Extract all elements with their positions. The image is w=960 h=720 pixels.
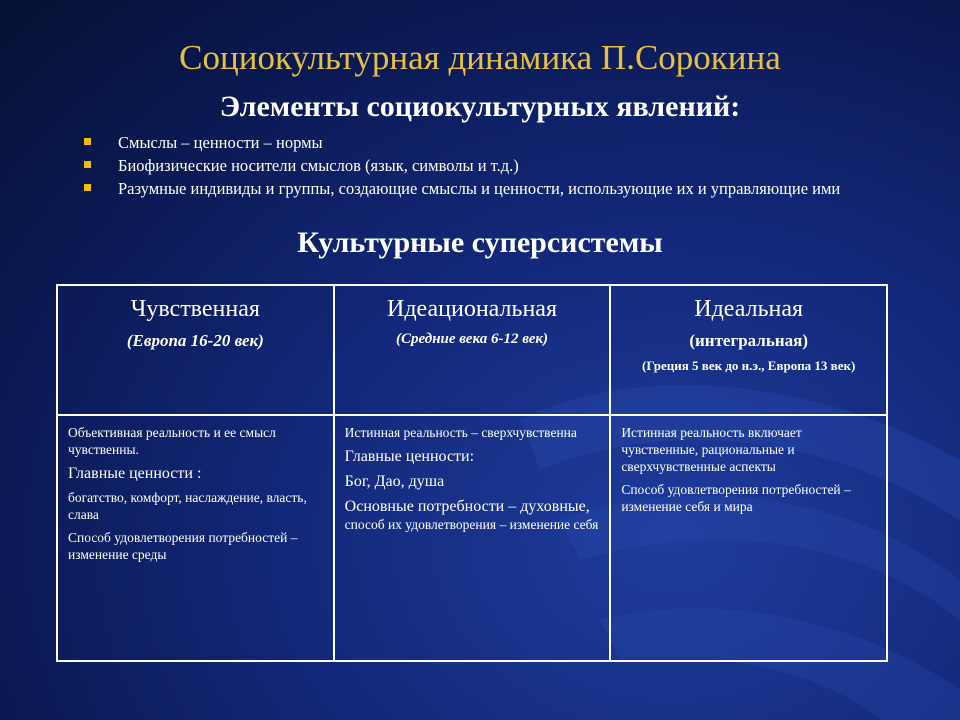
cell-text: Основные потребности – духовные,: [344, 498, 590, 515]
column-name: Чувственная: [130, 296, 260, 322]
body-cell-idealistic: [610, 415, 887, 661]
list-item: [82, 157, 902, 175]
body-cell-sensate: [57, 415, 334, 661]
list-item-text: Разумные индивиды и группы, создающие смыслы и ценности, использующие их и управляющие ими: [118, 179, 841, 198]
cell-text: богатство, комфорт, наслаждение, власть, слава: [68, 490, 307, 522]
list-item-text: Биофизические носители смыслов (язык, символы и т.д.): [118, 156, 519, 175]
body-cell-ideational: [334, 415, 611, 661]
table-body-row: [57, 415, 887, 661]
cell-text: Способ удовлетворения потребностей – изменение среды: [68, 530, 298, 562]
column-period: (Греция 5 век до н.э., Европа 13 век): [642, 358, 856, 373]
column-name: Идеальная: [694, 296, 804, 322]
list-item-text: Смыслы – ценности – нормы: [118, 133, 323, 152]
cell-text: Главные ценности :: [68, 465, 202, 482]
slide-subtitle: Элементы социокультурных явлений:: [219, 90, 741, 123]
cell-text: способ их удовлетворения – изменение себя: [344, 517, 599, 532]
section-title: Культурные суперсистемы: [297, 226, 663, 259]
square-bullet-icon: [84, 184, 91, 191]
header-cell-sensate: [57, 285, 334, 415]
column-name: Идеациональная: [386, 296, 557, 322]
column-period: (Европа 16-20 век): [126, 331, 264, 350]
cell-text: Истинная реальность включает чувственные, рациональные и сверхчувственные аспекты: [621, 425, 802, 474]
header-cell-ideational: [334, 285, 611, 415]
header-cell-idealistic: [610, 285, 887, 415]
slide-title: Социокультурная динамика П.Сорокина: [179, 38, 781, 77]
cell-text: Способ удовлетворения потребностей – изменение себя и мира: [621, 482, 851, 514]
cell-text: Объективная реальность и ее смысл чувственны.: [68, 425, 276, 457]
square-bullet-icon: [84, 161, 91, 168]
column-alt-name: (интегральная): [689, 331, 808, 350]
list-item: [82, 180, 902, 198]
table-header-row: [57, 285, 887, 415]
cell-text: Бог, Дао, душа: [344, 473, 445, 490]
column-period: (Средние века 6-12 век): [395, 331, 548, 347]
square-bullet-icon: [84, 138, 91, 145]
list-item: [82, 134, 902, 152]
elements-list: [82, 134, 902, 203]
cell-text: Истинная реальность – сверхчувственна: [344, 425, 577, 440]
supersystems-table: [56, 284, 888, 662]
cell-text: Главные ценности:: [344, 448, 475, 465]
